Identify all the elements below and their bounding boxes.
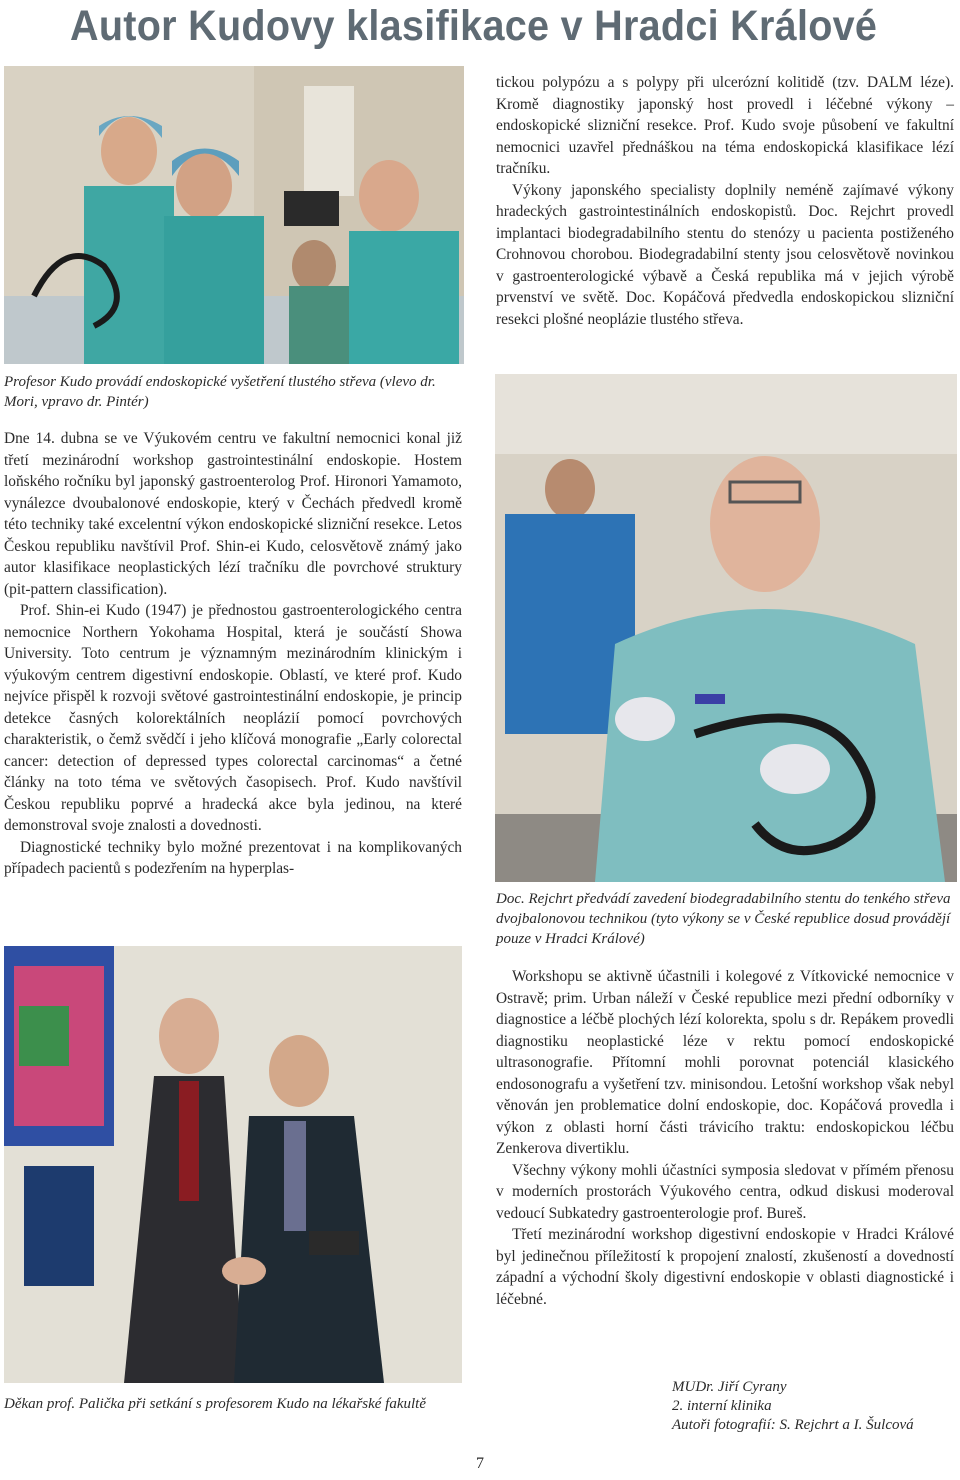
author-clinic: 2. interní klinika (672, 1398, 772, 1414)
left-column-text (4, 428, 462, 880)
page-title: Autor Kudovy klasifikace v Hradci Králové (70, 2, 878, 50)
page-number: 7 (476, 1455, 484, 1472)
photo-doc-rejchrt (495, 374, 957, 882)
photo-endoscopy-procedure (4, 66, 464, 364)
paragraph: Výkony japonského specialisty doplnily neméně zajímavé výkony hradeckých gastrointestinálních endoskopistů. Doc. Rejchrt provedl implantaci biodegradabilního stentu do stenózy u pacienta postiženého Crohnovou chorobou. Biodegradabilní stenty jsou celosvětově novinkou v gastroenterologické výbavě a Česká republika má v jejich výrobě prvenství ve světě. Doc. Kopáčová předvedla endoskopickou slizniční resekci plošné neoplázie tlustého střeva. (496, 181, 954, 328)
photo-credits: Autoři fotografií: S. Rejchrt a I. Šulcová (672, 1417, 914, 1433)
paragraph: Všechny výkony mohli účastníci symposia sledovat v přímém přenosu v moderních prostorách Výukového centra, odkud diskusi moderoval vedoucí Subkatedry gastroenterologie prof. Bureš. (496, 1161, 954, 1222)
signature (672, 1378, 957, 1435)
right-bottom-text (496, 966, 954, 1310)
right-top-text (496, 72, 954, 330)
paragraph: Workshopu se aktivně účastnili i kolegové z Vítkovické nemocnice v Ostravě; prim. Urban náleží v České republice mezi přední odborníky v diagnostice a léčbě plochých lézí kolorekta, spolu s dr. Repákem provedli diagnostiku neoplastické léze v rektu pomocí endoskopické ultrasonografie. Přítomní mohli porovnat potenciál klasického endosonografu a vyšetření tzv. minisondou. Letošní workshop však nebyl věnován jen problematice dolní endoskopie, doc. Kopáčová provedla i výkon z oblasti horní části trávicího traktu: endoskopickou léčbu Zenkerova divertiklu. (496, 968, 954, 1157)
photo-dean-handshake (4, 946, 462, 1383)
paragraph: tickou polypózu a s polypy při ulcerózní kolitidě (tzv. DALM léze). Kromě diagnostiky japonský host provedl i léčebné výkony – endoskopické slizniční resekce. Prof. Kudo svoje působení ve fakultní nemocnici uzavřel přednáškou na téma endoskopická klasifikace lézí tračníku. (496, 74, 954, 177)
paragraph: Prof. Shin-ei Kudo (1947) je přednostou gastroenterologického centra nemocnice Northern Yokohama Hospital, která je součástí Showa University. Toto centrum je významným mezinárodním klinickým i výukovým centrem digestivní endoskopie. Oblastí, ve které prof. Kudo nejvíce přispěl k rozvoji světové gastrointestinální endoskopie, je princip detekce časných kolorektálních neoplázií pomocí povrchových charakteristik, o čemž svědčí i jeho klíčová monografie „Early colorectal cancer: detection of depressed types colorectal carcinomas“ a četné články na toto téma ve světových časopisech. Prof. Kudo navštívil Českou republiku poprvé a hradecká akce byla jedinou, na které demonstroval svoje znalosti a dovednosti. (4, 602, 462, 834)
paragraph: Diagnostické techniky bylo možné prezentovat i na komplikovaných případech pacientů s podezřením na hyperplas- (4, 838, 462, 877)
caption-photo-2: Doc. Rejchrt předvádí zavedení biodegradabilního stentu do tenkého střeva dvojbalonovou technikou (tyto výkony se v České republice dosud provádějí pouze v Hradci Králové) (496, 891, 951, 947)
caption-photo-1: Profesor Kudo provádí endoskopické vyšetření tlustého střeva (vlevo dr. Mori, vpravo dr. Pintér) (4, 374, 436, 410)
caption-photo-3: Děkan prof. Palička při setkání s profesorem Kudo na lékařské fakultě (4, 1396, 426, 1412)
author-name: MUDr. Jiří Cyrany (672, 1379, 787, 1395)
paragraph: Dne 14. dubna se ve Výukovém centru ve fakultní nemocnici konal již třetí mezinárodní workshop gastrointestinální endoskopie. Hostem loňského ročníku byl japonský gastroenterolog Prof. Hironori Yamamoto, vynálezce dvoubalonové endoskopie, který v Čechách předvedl kromě této techniky také excelentní výkon endoskopické slizniční resekce. Letos Českou republiku navštívil Prof. Shin-ei Kudo, celosvětově známý jako autor klasifikace neoplastických lézí tračníku dle povrchové struktury (pit-pattern classification). (4, 430, 462, 598)
paragraph: Třetí mezinárodní workshop digestivní endoskopie v Hradci Králové byl jedinečnou příležitostí k propojení znalostí, zkušeností a dovedností západní a východní školy digestivní endoskopie v oblasti diagnostické i léčebné. (496, 1226, 954, 1308)
